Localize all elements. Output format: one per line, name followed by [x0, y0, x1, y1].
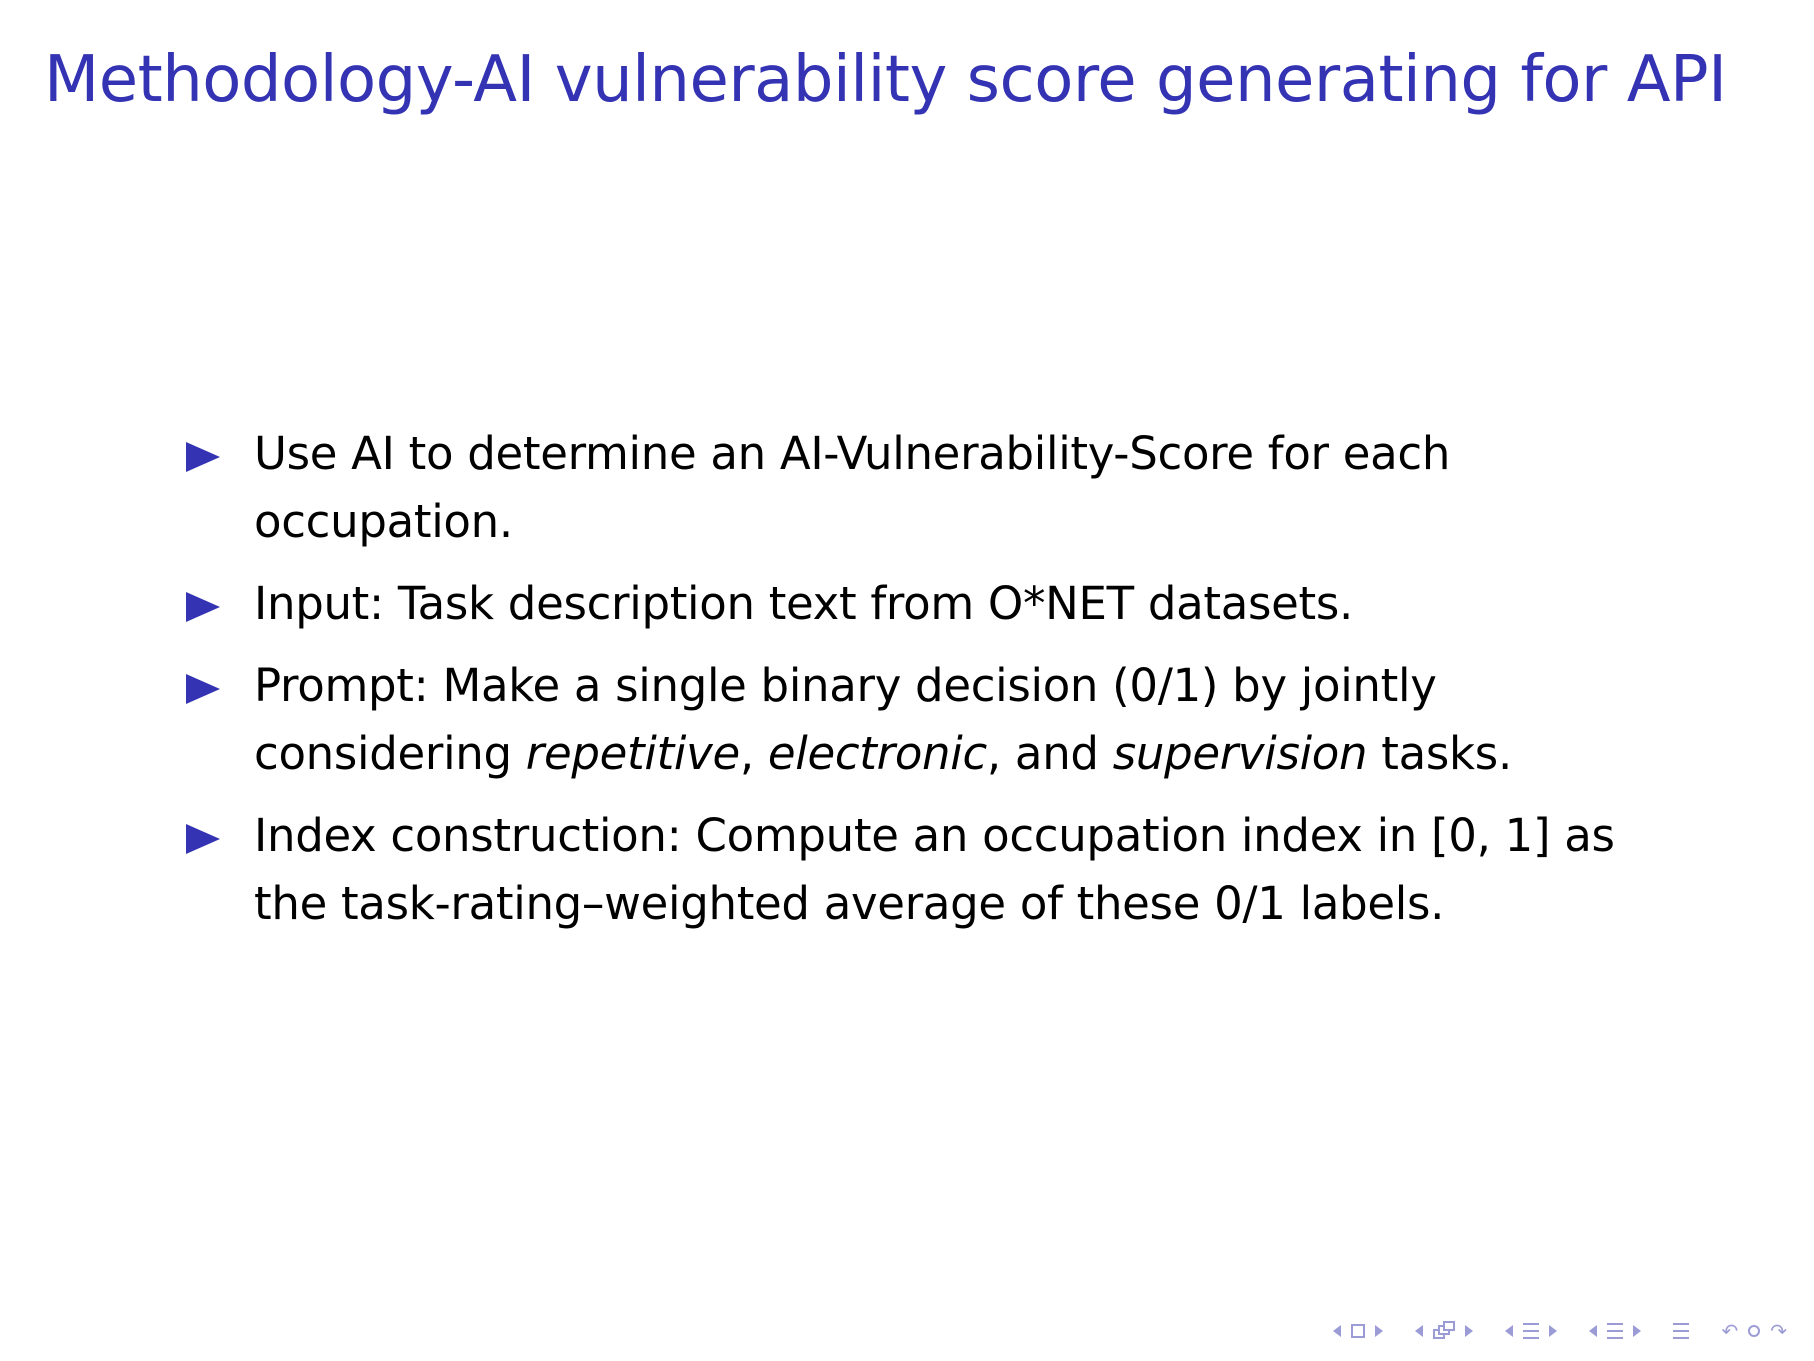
nav-next-subsection-icon[interactable] — [1465, 1325, 1473, 1337]
triangle-bullet-icon — [186, 592, 220, 622]
nav-next-frame-icon[interactable] — [1375, 1325, 1383, 1337]
text-segment: tasks. — [1367, 727, 1512, 780]
text-segment: Input: Task description text from O*NET datasets. — [254, 577, 1354, 630]
emphasized-term: repetitive — [525, 727, 740, 780]
nav-next-slide-icon[interactable] — [1633, 1325, 1641, 1337]
nav-slide-group — [1584, 1323, 1646, 1339]
bullet-item — [186, 420, 1676, 556]
nav-prev-frame-icon[interactable] — [1333, 1325, 1341, 1337]
nav-search-icon[interactable] — [1748, 1325, 1760, 1337]
emphasized-term: supervision — [1112, 727, 1368, 780]
nav-subsection-icon[interactable] — [1433, 1321, 1455, 1341]
nav-frame-icon[interactable] — [1351, 1324, 1365, 1338]
nav-prev-section-icon[interactable] — [1505, 1325, 1513, 1337]
text-segment: , — [739, 727, 768, 780]
nav-slide-icon[interactable] — [1607, 1323, 1623, 1339]
text-segment: Index construction: Compute an occupation index in [0, 1] as the task-rating–weighted average of these 0/1 labels. — [254, 809, 1615, 930]
bullet-text — [254, 659, 1512, 780]
nav-appendix-icon[interactable] — [1673, 1323, 1689, 1339]
nav-prev-subsection-icon[interactable] — [1415, 1325, 1423, 1337]
triangle-bullet-icon — [186, 442, 220, 472]
nav-appendix-group — [1668, 1323, 1694, 1339]
text-segment: Use AI to determine an AI-Vulnerability-Score for each occupation. — [254, 427, 1451, 548]
nav-frame-group — [1328, 1324, 1388, 1338]
nav-next-section-icon[interactable] — [1549, 1325, 1557, 1337]
triangle-bullet-icon — [186, 824, 220, 854]
nav-forward-icon[interactable]: ↷ — [1770, 1319, 1787, 1343]
nav-back-icon[interactable]: ↶ — [1721, 1319, 1739, 1343]
bullet-item — [186, 570, 1676, 638]
nav-prev-slide-icon[interactable] — [1589, 1325, 1597, 1337]
slide-title: Methodology-AI vulnerability score generating for API — [44, 43, 1727, 117]
triangle-bullet-icon — [186, 674, 220, 704]
bullet-text — [254, 809, 1615, 930]
bullet-text — [254, 577, 1353, 630]
bullet-item — [186, 802, 1676, 938]
nav-tools-group — [1716, 1321, 1792, 1341]
bullet-item — [186, 652, 1676, 788]
nav-subsection-group — [1410, 1321, 1478, 1341]
text-segment: , and — [986, 727, 1113, 780]
nav-section-icon[interactable] — [1523, 1323, 1539, 1339]
emphasized-term: electronic — [767, 727, 987, 780]
nav-section-group — [1500, 1323, 1562, 1339]
bullet-list — [186, 420, 1676, 952]
beamer-navigation-bar — [1306, 1313, 1792, 1349]
text-segment: Prompt: Make a single binary decision (0/1) by jointly considering — [254, 659, 1437, 780]
bullet-text — [254, 427, 1450, 548]
